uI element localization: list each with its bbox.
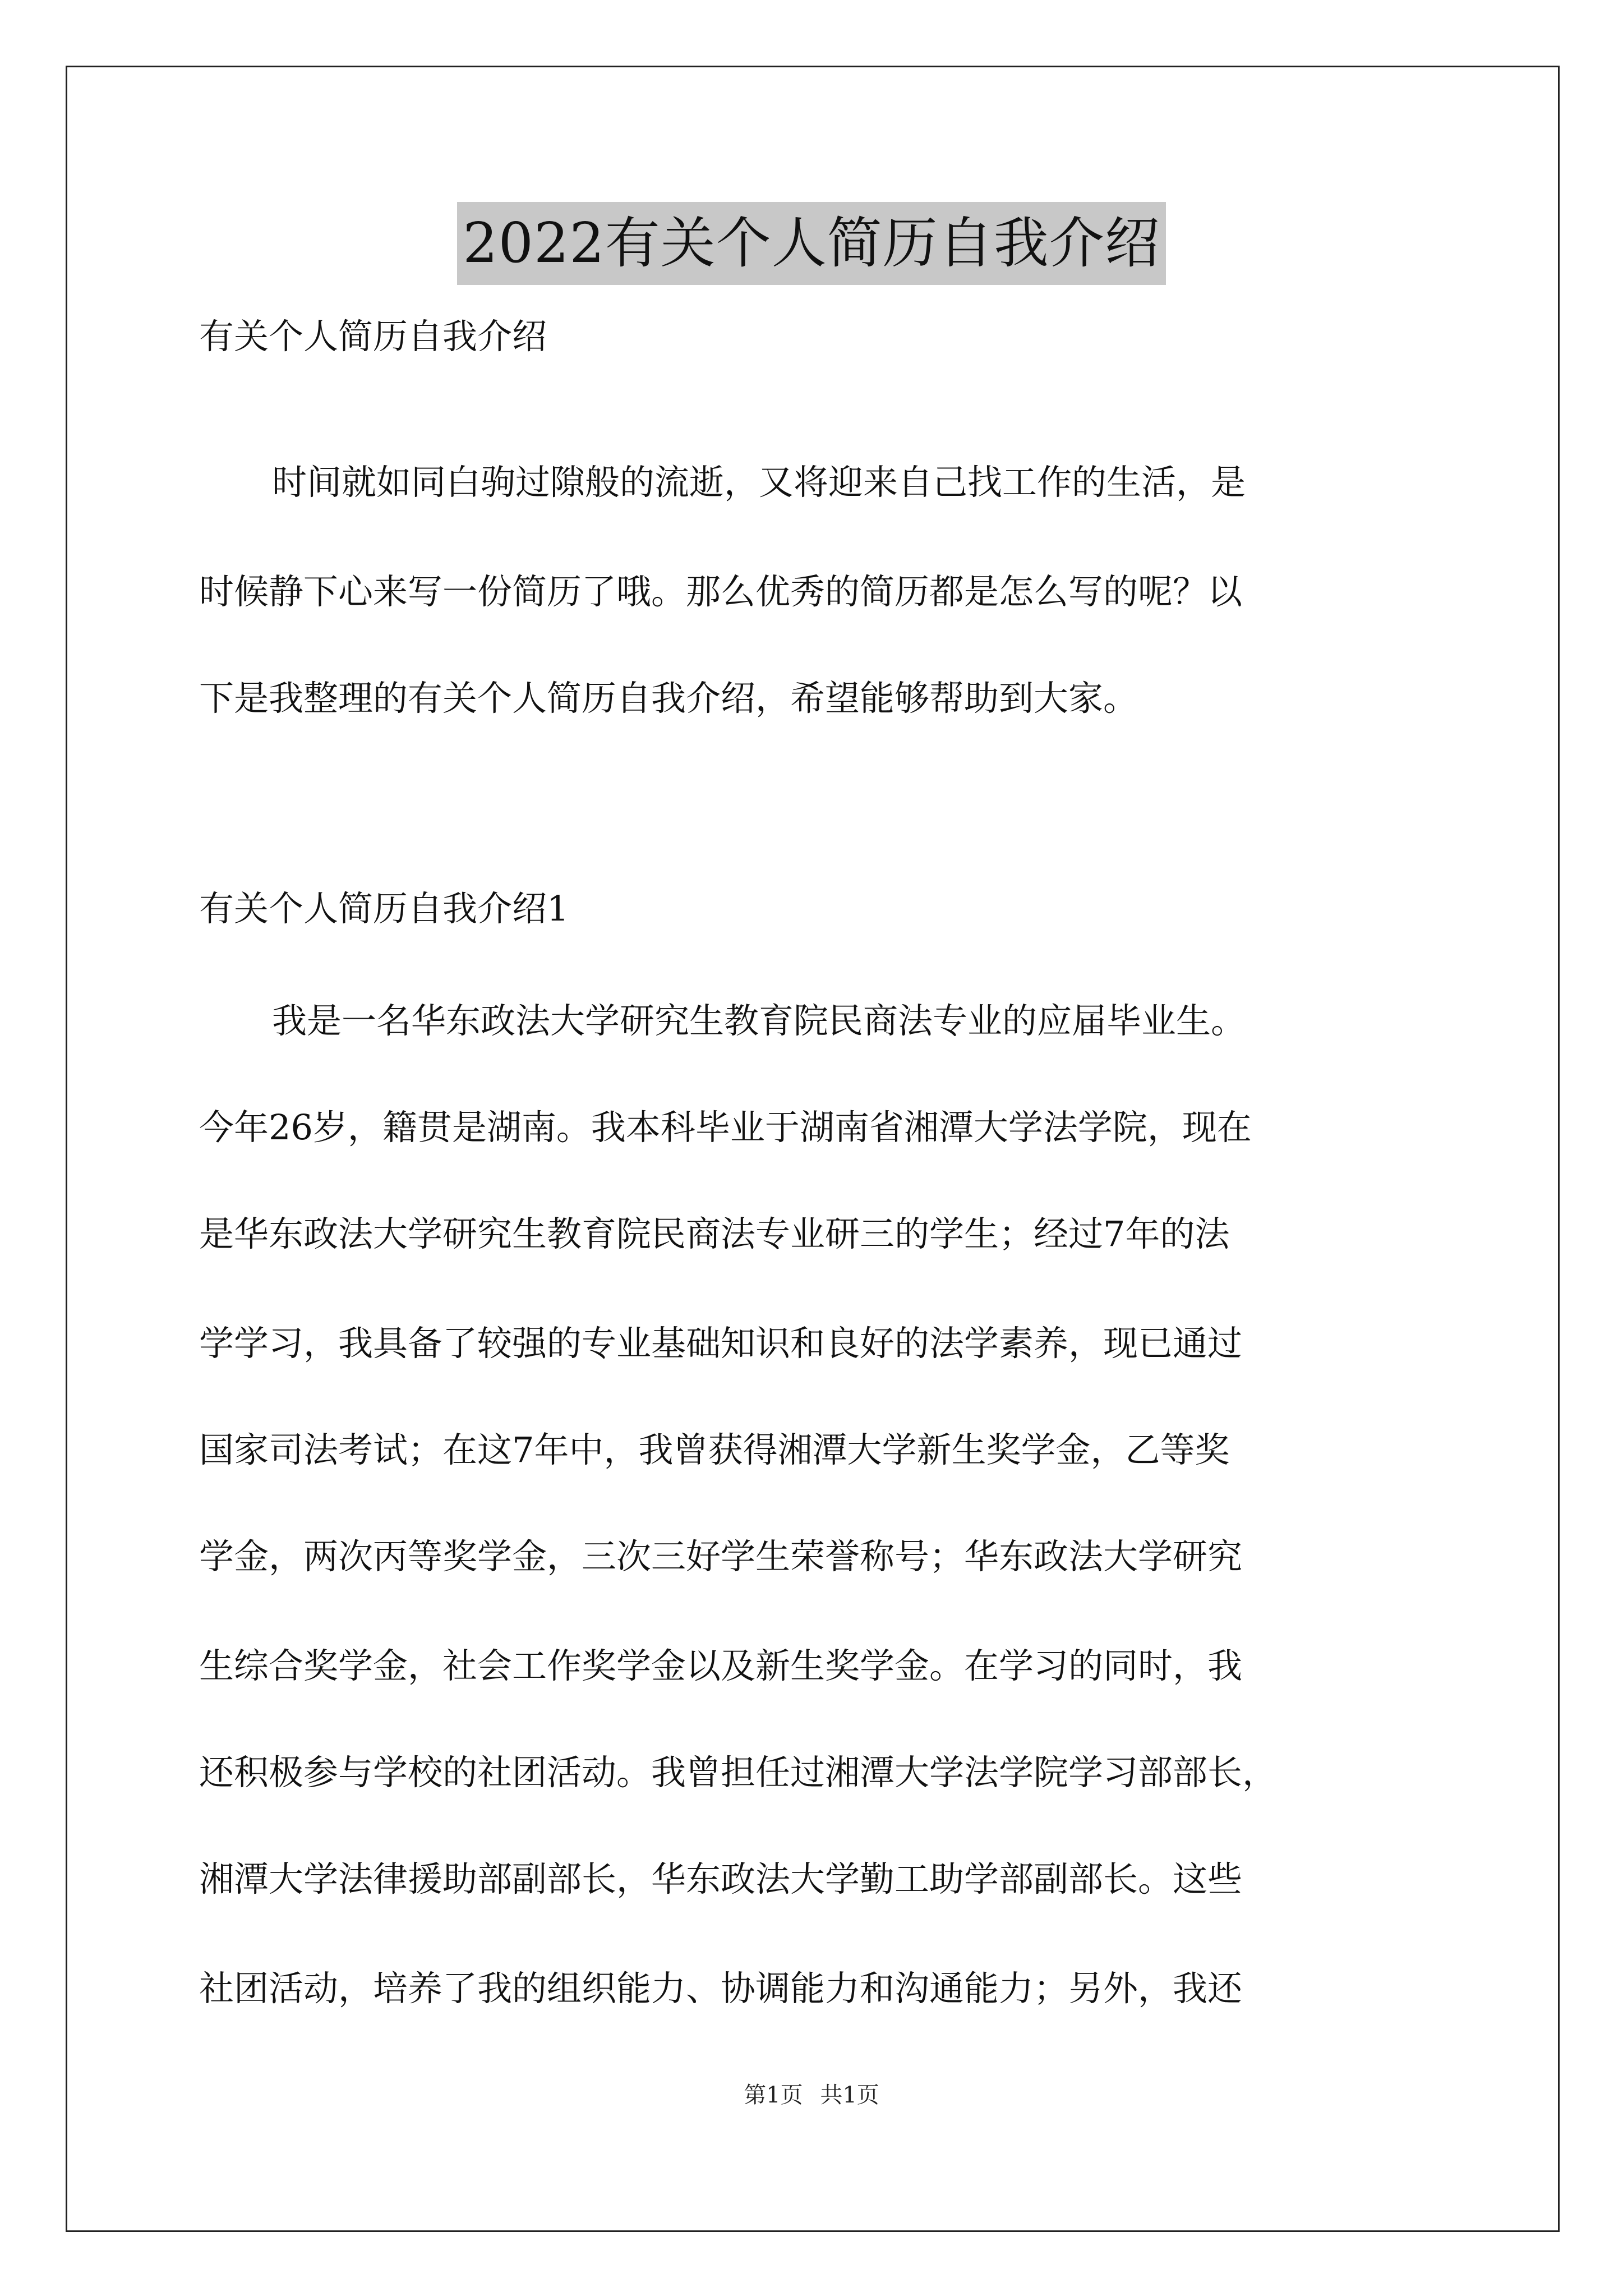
body-line: 社团活动，培养了我的组织能力、协调能力和沟通能力；另外，我还 — [199, 1968, 1243, 2009]
title-block — [0, 202, 1623, 285]
body-line: 今年26岁，籍贯是湖南。我本科毕业于湖南省湘潭大学法学院，现在 — [199, 1107, 1252, 1148]
intro-line: 时间就如同白驹过隙般的流逝，又将迎来自己找工作的生活，是 — [272, 462, 1246, 503]
body-line: 学学习，我具备了较强的专业基础知识和良好的法学素养，现已通过 — [199, 1323, 1243, 1364]
intro-line: 下是我整理的有关个人简历自我介绍，希望能够帮助到大家。 — [199, 678, 1138, 719]
document-title: 2022有关个人简历自我介绍 — [457, 202, 1165, 285]
body-line: 学金，两次丙等奖学金，三次三好学生荣誉称号；华东政法大学研究 — [199, 1536, 1243, 1577]
section-heading: 有关个人简历自我介绍1 — [199, 888, 569, 929]
body-line: 生综合奖学金，社会工作奖学金以及新生奖学金。在学习的同时，我 — [199, 1645, 1243, 1686]
body-line: 我是一名华东政法大学研究生教育院民商法专业的应届毕业生。 — [272, 1000, 1246, 1041]
intro-line: 时候静下心来写一份简历了哦。那么优秀的简历都是怎么写的呢？以 — [199, 571, 1243, 612]
body-line: 还积极参与学校的社团活动。我曾担任过湘潭大学法学院学习部部长， — [199, 1752, 1278, 1793]
body-line: 是华东政法大学研究生教育院民商法专业研三的学生；经过7年的法 — [199, 1213, 1230, 1254]
body-line: 国家司法考试；在这7年中，我曾获得湘潭大学新生奖学金，乙等奖 — [199, 1429, 1230, 1470]
document-subtitle: 有关个人简历自我介绍 — [199, 316, 547, 357]
body-line: 湘潭大学法律援助部副部长，华东政法大学勤工助学部副部长。这些 — [199, 1858, 1243, 1899]
page-footer: 第1页 共1页 — [744, 2082, 879, 2108]
